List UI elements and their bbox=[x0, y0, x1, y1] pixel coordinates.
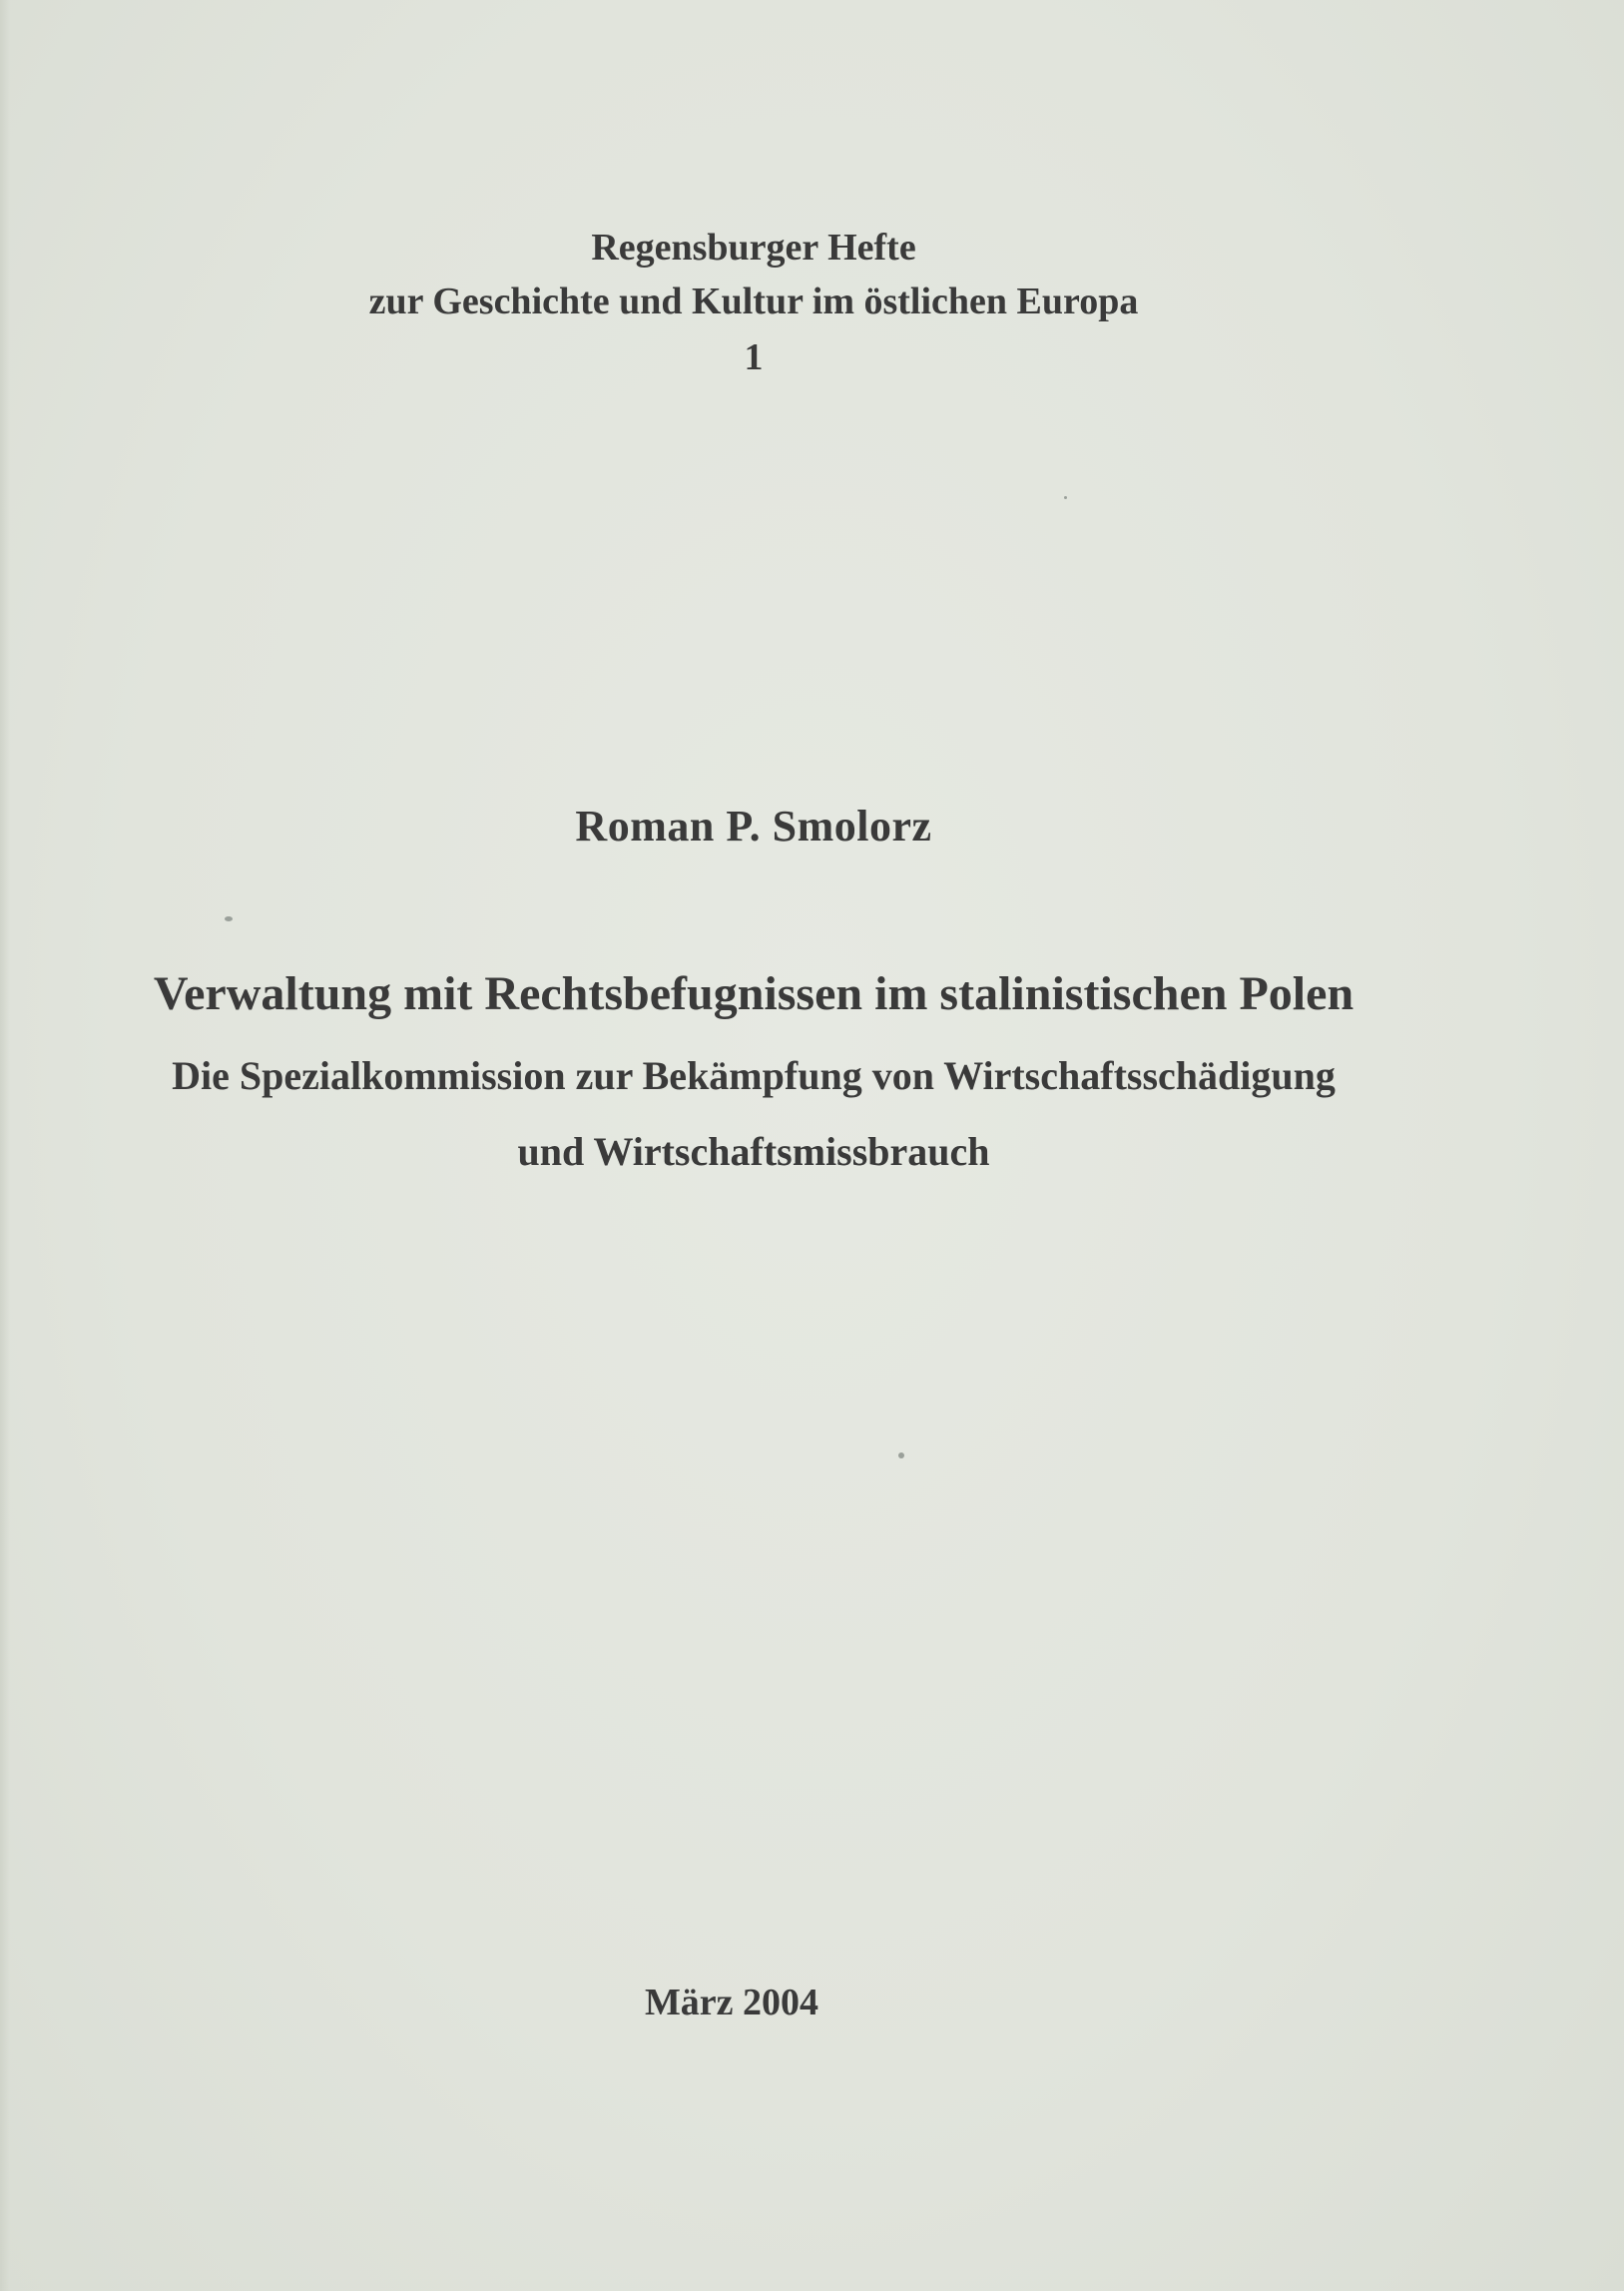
document-title: Verwaltung mit Rechtsbefugnissen im stalinistischen Polen bbox=[153, 967, 1354, 1020]
author-name: Roman P. Smolorz bbox=[575, 802, 932, 851]
document-subtitle-line-2: und Wirtschaftsmissbrauch bbox=[517, 1129, 990, 1174]
paper-speck bbox=[898, 1452, 904, 1458]
document-subtitle-line-1: Die Spezialkommission zur Bekämpfung von Wirtschaftsschädigung bbox=[172, 1053, 1336, 1098]
series-subtitle: zur Geschichte und Kultur im östlichen Europa bbox=[368, 281, 1139, 322]
paper-speck bbox=[225, 916, 233, 921]
publication-date: März 2004 bbox=[644, 1982, 819, 2023]
series-number: 1 bbox=[744, 336, 764, 378]
paper-speck bbox=[1064, 496, 1067, 499]
series-title: Regensburger Hefte bbox=[591, 227, 916, 269]
